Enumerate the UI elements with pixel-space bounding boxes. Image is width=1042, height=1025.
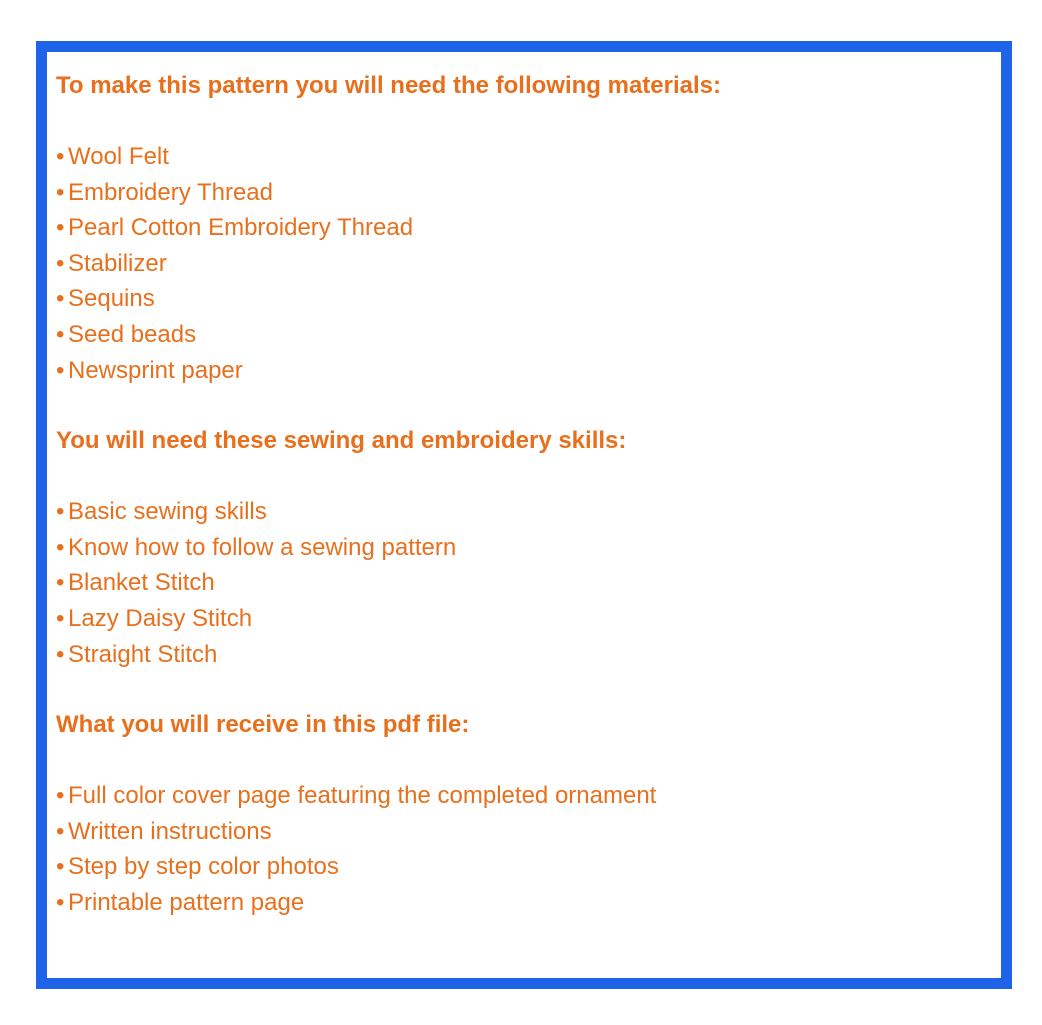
list-item — [56, 139, 991, 175]
bullet-icon: • — [56, 817, 65, 845]
list-item — [56, 885, 991, 921]
bullet-icon: • — [56, 853, 65, 881]
list-item-text: Written instructions — [68, 817, 272, 845]
bullet-icon: • — [56, 178, 65, 206]
list-item — [56, 637, 991, 673]
list-item-text: Straight Stitch — [68, 640, 218, 668]
bullet-icon: • — [56, 888, 65, 916]
list-item — [56, 778, 991, 814]
list-item — [56, 246, 991, 282]
section-heading: What you will receive in this pdf file: — [56, 711, 470, 739]
section-heading: You will need these sewing and embroidery skills: — [56, 427, 627, 455]
list-item — [56, 210, 991, 246]
list-item-text: Blanket Stitch — [68, 569, 215, 597]
list-item-text: Know how to follow a sewing pattern — [68, 533, 457, 561]
bullet-icon: • — [56, 498, 65, 526]
list-item-text: Seed beads — [68, 320, 197, 348]
list-item — [56, 601, 991, 637]
section-gap — [56, 672, 991, 707]
list-item-text: Full color cover page featuring the completed ornament — [68, 782, 657, 810]
list-item — [56, 814, 991, 850]
list-item-text: Lazy Daisy Stitch — [68, 604, 253, 632]
bullet-icon: • — [56, 143, 65, 170]
list-item-text: Stabilizer — [68, 249, 167, 277]
bullet-icon: • — [56, 640, 65, 668]
bullet-icon: • — [56, 214, 65, 242]
section-gap — [56, 388, 991, 423]
bullet-icon: • — [56, 569, 65, 597]
spacer — [56, 104, 991, 139]
section-heading: To make this pattern you will need the following materials: — [56, 72, 721, 99]
list-item — [56, 565, 991, 601]
document-content — [56, 68, 991, 921]
bullet-icon: • — [56, 285, 65, 313]
list-item-text: Embroidery Thread — [68, 178, 273, 206]
list-item-text: Newsprint paper — [68, 356, 243, 384]
bullet-list — [56, 778, 991, 920]
list-item-text: Basic sewing skills — [68, 498, 267, 526]
bullet-list — [56, 494, 991, 672]
list-item — [56, 530, 991, 566]
bullet-icon: • — [56, 356, 65, 384]
list-item — [56, 281, 991, 317]
list-item — [56, 353, 991, 389]
list-item-text: Wool Felt — [68, 143, 169, 170]
bullet-list — [56, 139, 991, 388]
document-frame — [36, 41, 1012, 989]
bullet-icon: • — [56, 533, 65, 561]
list-item — [56, 494, 991, 530]
bullet-icon: • — [56, 320, 65, 348]
spacer — [56, 743, 991, 778]
list-item-text: Pearl Cotton Embroidery Thread — [68, 214, 414, 242]
list-item-text: Printable pattern page — [68, 888, 305, 916]
list-item — [56, 317, 991, 353]
list-item — [56, 849, 991, 885]
list-item-text: Sequins — [68, 285, 155, 313]
bullet-icon: • — [56, 782, 65, 810]
bullet-icon: • — [56, 249, 65, 277]
spacer — [56, 459, 991, 494]
list-item — [56, 175, 991, 211]
list-item-text: Step by step color photos — [68, 853, 339, 881]
bullet-icon: • — [56, 604, 65, 632]
